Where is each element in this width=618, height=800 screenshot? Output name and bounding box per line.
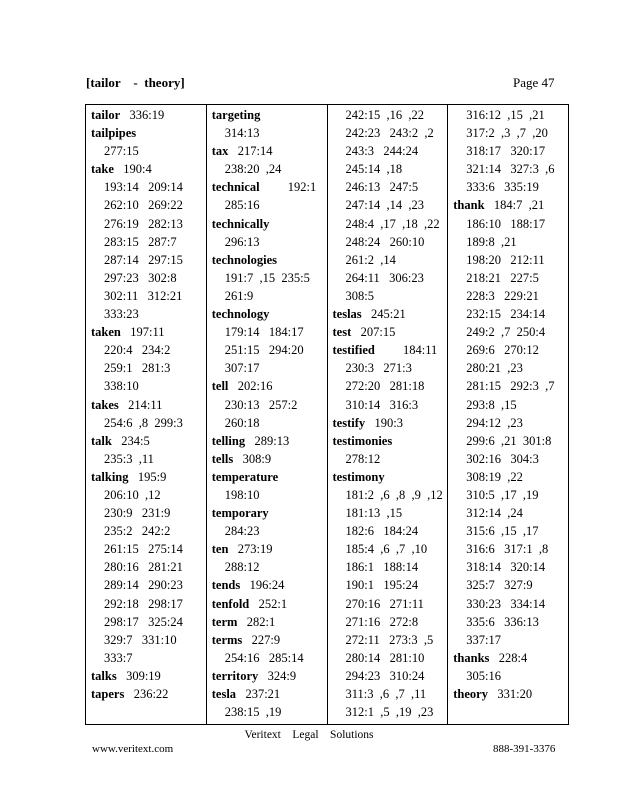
index-refs: 234:5 [111, 433, 150, 448]
index-refs-line: 278:12 [345, 451, 381, 466]
index-refs-line: 232:15 234:14 [466, 307, 546, 322]
index-term-line [333, 341, 448, 359]
index-refs: 190:4 [113, 162, 152, 177]
index-refs-line: 312:14 ,24 [466, 506, 523, 521]
index-refs: 228:4 [489, 650, 528, 665]
index-refs-line: 312:1 ,5 ,19 ,23 [345, 705, 434, 720]
index-term-line [212, 685, 327, 703]
index-refs-line: 261:9 [224, 288, 254, 303]
index-term-line [212, 142, 327, 160]
index-term: take [91, 162, 114, 177]
index-refs: 245:21 [361, 307, 406, 322]
index-term-line [453, 685, 568, 703]
index-refs-line: 296:13 [224, 234, 260, 249]
index-refs-line: 311:3 ,6 ,7 ,11 [345, 687, 427, 701]
index-term: tax [211, 144, 229, 159]
index-refs-line: 321:14 327:3 ,6 [466, 162, 555, 177]
index-term-line [333, 414, 448, 432]
index-refs-line: 186:1 188:14 [345, 560, 419, 575]
index-refs-line: 198:10 [224, 487, 260, 502]
index-refs-line: 190:1 195:24 [345, 578, 419, 593]
index-refs: 308:9 [233, 451, 272, 466]
index-term-line [91, 685, 206, 703]
index-refs-line: 283:15 287:7 [104, 234, 177, 249]
index-term: test [332, 325, 352, 340]
index-refs-line: 186:10 188:17 [466, 216, 546, 231]
index-term: tell [211, 379, 229, 394]
index-refs: 309:19 [116, 668, 161, 683]
index-refs-line: 277:15 [104, 144, 139, 159]
index-term: talk [91, 433, 112, 448]
index-refs-line: 315:6 ,15 ,17 [466, 524, 539, 539]
index-term: testimonies [332, 433, 393, 448]
footer-phone: 888-391-3376 [493, 743, 556, 755]
index-term: thank [453, 198, 485, 213]
index-refs: 190:3 [365, 415, 403, 430]
index-refs-line: 181:13 ,15 [345, 506, 403, 521]
index-term: theory [453, 687, 488, 701]
index-refs-line: 230:3 271:3 [345, 361, 412, 376]
index-term-line [212, 450, 327, 468]
index-term: talking [91, 469, 129, 484]
index-refs-line: 228:3 229:21 [466, 288, 539, 303]
index-term-line [212, 576, 327, 594]
index-refs: 217:14 [228, 144, 273, 159]
index-term-line [91, 160, 206, 178]
index-refs-line: 243:3 244:24 [345, 144, 419, 159]
index-term: taken [91, 325, 121, 340]
index-refs-line: 259:1 281:3 [104, 361, 171, 376]
index-refs-line: 297:23 302:8 [104, 270, 177, 285]
index-refs-line: 272:11 273:3 ,5 [345, 632, 434, 647]
index-term: technically [211, 216, 270, 231]
index-refs-line: 272:20 281:18 [345, 379, 425, 394]
index-refs-line: 288:12 [224, 560, 260, 575]
index-term-line [91, 124, 206, 142]
index-refs-line: 280:16 281:21 [104, 560, 183, 575]
index-term-line [453, 196, 568, 214]
index-refs-line: 262:10 269:22 [104, 198, 183, 213]
index-term: takes [91, 397, 119, 412]
index-column-3 [328, 105, 449, 724]
index-term: telling [211, 433, 246, 448]
index-refs: 237:21 [236, 687, 281, 701]
index-refs-line: 325:7 327:9 [466, 578, 533, 593]
index-term-line [212, 667, 327, 685]
index-refs: 324:9 [258, 668, 297, 683]
index-term: tailpipes [91, 126, 137, 141]
index-refs-line: 284:23 [224, 524, 260, 539]
index-term-line [91, 432, 206, 450]
index-term-line [212, 631, 327, 649]
index-term-line [212, 305, 327, 323]
index-refs-line: 285:16 [224, 198, 260, 213]
index-refs-line: 193:14 209:14 [104, 180, 183, 195]
index-refs-line: 246:13 247:5 [345, 180, 419, 195]
index-refs-line: 206:10 ,12 [104, 487, 161, 502]
index-refs-line: 254:6 ,8 299:3 [104, 415, 183, 430]
index-term-line [212, 251, 327, 269]
index-refs-line: 181:2 ,6 ,8 ,9 ,12 [345, 487, 443, 502]
index-refs-line: 260:18 [224, 415, 260, 430]
index-refs-line: 289:14 290:23 [104, 578, 183, 593]
index-term-line [212, 595, 327, 613]
index-refs-line: 276:19 282:13 [104, 216, 183, 231]
index-refs-line: 299:6 ,21 301:8 [466, 433, 552, 448]
index-refs: 289:13 [245, 433, 290, 448]
index-term-line [333, 323, 448, 341]
index-refs-line: 329:7 331:10 [104, 632, 177, 647]
index-refs-line: 333:7 [104, 650, 133, 665]
index-refs-line: 293:8 ,15 [466, 397, 517, 412]
index-term-line [212, 540, 327, 558]
index-refs-line: 316:12 ,15 ,21 [466, 108, 545, 122]
index-refs: 331:20 [487, 687, 533, 701]
index-refs-line: 264:11 306:23 [345, 270, 424, 285]
index-refs-line: 281:15 292:3 ,7 [466, 379, 555, 394]
index-refs-line: 333:6 335:19 [466, 180, 539, 195]
index-refs-line: 230:9 231:9 [104, 506, 171, 521]
index-refs: 196:24 [240, 578, 285, 593]
index-refs-line: 242:15 ,16 ,22 [345, 108, 424, 122]
index-column-1 [86, 105, 207, 724]
index-column-2 [207, 105, 328, 724]
index-term: tells [211, 451, 234, 466]
index-refs-line: 294:23 310:24 [345, 668, 425, 683]
index-term-line [212, 215, 327, 233]
index-refs: 202:16 [228, 379, 273, 394]
index-term-line [453, 649, 568, 667]
index-term: talks [91, 668, 117, 683]
index-refs: 236:22 [124, 687, 169, 701]
index-term-line [212, 468, 327, 486]
index-refs-line: 310:14 316:3 [345, 397, 419, 412]
index-term-line [212, 106, 327, 124]
index-refs-line: 179:14 184:17 [224, 325, 304, 340]
index-refs-line: 191:7 ,15 235:5 [224, 270, 310, 285]
index-refs-line: 242:23 243:2 ,2 [345, 126, 434, 141]
index-refs-line: 280:21 ,23 [466, 361, 523, 376]
index-term-line [333, 468, 448, 486]
page-range-header [86, 75, 185, 91]
index-refs: 184:11 [374, 343, 438, 358]
index-term-line [91, 323, 206, 341]
index-refs-line: 198:20 212:11 [466, 252, 545, 267]
footer-company: Veritext Legal Solutions [244, 729, 374, 741]
index-refs-line: 307:17 [224, 361, 260, 376]
index-term: tends [211, 578, 241, 593]
index-refs: 252:1 [249, 596, 288, 611]
index-refs-line: 230:13 257:2 [224, 397, 298, 412]
word-index-table [85, 104, 569, 725]
index-refs-line: 238:20 ,24 [224, 162, 282, 177]
index-refs-line: 330:23 334:14 [466, 596, 546, 611]
page-number: Page 47 [513, 75, 555, 90]
index-term: temperature [211, 469, 279, 484]
index-refs-line: 316:6 317:1 ,8 [466, 542, 549, 557]
index-term-line [91, 106, 206, 124]
index-term: tenfold [211, 596, 250, 611]
index-refs-line: 318:17 320:17 [466, 144, 546, 159]
index-refs-line: 302:16 304:3 [466, 451, 539, 466]
index-term: territory [211, 668, 259, 683]
index-refs-line: 280:14 281:10 [345, 650, 425, 665]
index-term: ten [211, 542, 229, 557]
index-term-line [91, 667, 206, 685]
index-refs-line: 269:6 270:12 [466, 343, 539, 358]
index-refs-line: 338:10 [104, 379, 139, 394]
index-refs: 273:19 [228, 542, 273, 557]
index-refs: 227:9 [242, 632, 281, 647]
index-refs-line: 337:17 [466, 632, 501, 647]
index-term: tapers [91, 687, 125, 701]
index-refs-line: 271:16 272:8 [345, 614, 419, 629]
index-refs-line: 333:23 [104, 307, 139, 322]
index-refs-line: 247:14 ,14 ,23 [345, 198, 424, 213]
footer-website: www.veritext.com [92, 743, 174, 755]
index-term: teslas [332, 307, 362, 322]
index-refs-line: 182:6 184:24 [345, 524, 419, 539]
index-refs-line: 248:24 260:10 [345, 234, 425, 249]
index-refs-line: 254:16 285:14 [224, 650, 304, 665]
index-term-line [212, 613, 327, 631]
index-refs: 195:9 [128, 469, 167, 484]
index-refs: 192:1 [259, 180, 317, 195]
index-term-line [212, 504, 327, 522]
index-refs-line: 270:16 271:11 [345, 596, 424, 611]
index-term: technology [211, 307, 270, 322]
index-refs: 282:1 [237, 614, 276, 629]
index-term-line [91, 468, 206, 486]
index-refs-line: 245:14 ,18 [345, 162, 403, 177]
index-refs-line: 248:4 ,17 ,18 ,22 [345, 216, 440, 231]
index-term: testify [332, 415, 366, 430]
index-refs-line: 185:4 ,6 ,7 ,10 [345, 542, 428, 557]
index-refs-line: 298:17 325:24 [104, 614, 183, 629]
index-term: terms [211, 632, 243, 647]
index-refs-line: 249:2 ,7 250:4 [466, 325, 546, 340]
index-term-line [212, 432, 327, 450]
index-refs-line: 251:15 294:20 [224, 343, 304, 358]
index-term-line [212, 178, 327, 196]
index-term: testified [332, 343, 375, 358]
index-refs: 214:11 [118, 397, 163, 412]
index-term: thanks [453, 650, 490, 665]
index-term: targeting [211, 108, 261, 122]
index-refs: 184:7 ,21 [484, 198, 545, 213]
index-term: technologies [211, 252, 278, 267]
index-refs-line: 235:2 242:2 [104, 524, 171, 539]
index-refs-line: 189:8 ,21 [466, 234, 517, 249]
index-term: tailor [91, 108, 121, 122]
index-refs-line: 335:6 336:13 [466, 614, 539, 629]
index-refs: 197:11 [120, 325, 165, 340]
index-refs-line: 294:12 ,23 [466, 415, 523, 430]
index-column-4 [448, 105, 568, 724]
index-term-line [333, 305, 448, 323]
index-term: technical [211, 180, 260, 195]
index-term-line [333, 432, 448, 450]
index-refs: 336:19 [120, 108, 165, 122]
index-refs-line: 235:3 ,11 [104, 451, 154, 466]
index-term: temporary [211, 506, 269, 521]
index-refs-line: 261:2 ,14 [345, 252, 396, 267]
index-refs-line: 302:11 312:21 [104, 288, 183, 303]
index-refs-line: 292:18 298:17 [104, 596, 183, 611]
index-refs-line: 317:2 ,3 ,7 ,20 [466, 126, 548, 141]
page-range-text: [tailor - theory] [86, 75, 185, 90]
index-refs-line: 218:21 227:5 [466, 270, 539, 285]
index-refs-line: 305:16 [466, 668, 501, 683]
index-refs-line: 308:5 [345, 288, 374, 303]
index-term: term [211, 614, 238, 629]
index-refs-line: 318:14 320:14 [466, 560, 546, 575]
index-term-line [91, 396, 206, 414]
index-refs-line: 238:15 ,19 [224, 705, 282, 720]
index-term: tesla [211, 687, 237, 701]
index-refs-line: 310:5 ,17 ,19 [466, 487, 539, 502]
index-refs-line: 287:14 297:15 [104, 252, 183, 267]
index-refs-line: 261:15 275:14 [104, 542, 183, 557]
index-refs-line: 314:13 [224, 126, 260, 141]
index-refs-line: 220:4 234:2 [104, 343, 171, 358]
index-refs: 207:15 [351, 325, 396, 340]
index-refs-line: 308:19 ,22 [466, 469, 523, 484]
index-term-line [212, 377, 327, 395]
index-term: testimony [332, 469, 385, 484]
